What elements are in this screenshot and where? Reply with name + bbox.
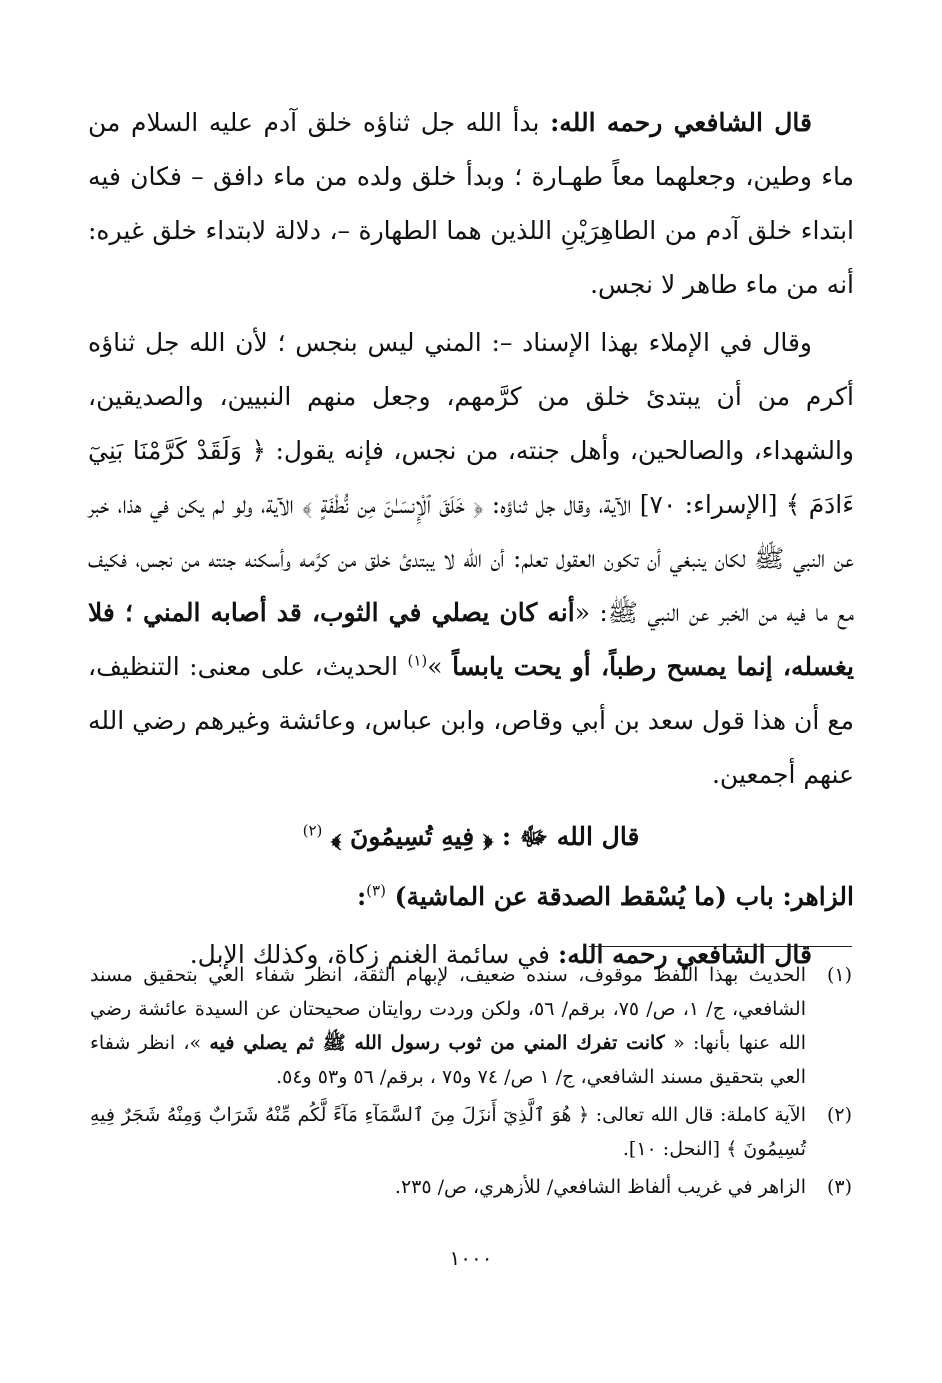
hadith-quote: أنه كان يصلي في الثوب، قد أصابه المني ؛ فلا يغسله، إنما يمسح رطباً، أو يحت يابساً: [88, 598, 854, 681]
footnote-bold-quote: كانت تفرك المني من ثوب رسول الله ﷺ ثم يصلي فيه: [209, 1032, 665, 1054]
paragraph-3-lead: قال الشافعي رحمه الله:: [557, 940, 812, 969]
paragraph-1-text: بدأ الله جل ثناؤه خلق آدم عليه السلام من ماء وطين، وجعلهما معاً طهـارة ؛ وبدأ خلق ولده من ماء دافق – فكان فيه ابتداء خلق آدم من الطاهِرَيْنِ اللذين هما الطهارة –، دلالة لابتداء خلق غيره: أنه من ماء طاهر لا نجس.: [88, 108, 854, 299]
verse-heading-verse: ﴿ فِيهِ تُسِيمُونَ ﴾: [322, 822, 502, 851]
footnote-number: (٢): [826, 1104, 852, 1126]
footnote-text-tail: »، انظر شفاء العي بتحقيق مسند الشافعي، ج/ ١ ص/ ٧٤ و٧٥ ، برقم/ ٥٦ و٥٣ و٥٤.: [90, 1032, 806, 1088]
paragraph-1: [88, 96, 854, 312]
footnotes: [90, 958, 852, 1208]
page-number: ١٠٠٠: [449, 1246, 493, 1270]
verse-heading: [88, 810, 854, 864]
main-text: [88, 96, 854, 982]
footnote-ref-2: (٢): [302, 821, 323, 840]
footnote-number: (١): [826, 964, 852, 986]
footnote-1: [90, 958, 852, 1094]
paragraph-1-lead: قال الشافعي رحمه الله:: [550, 108, 812, 137]
paragraph-2-tail: الحديث، على معنى: التنظيف، مع أن هذا قول سعد بن أبي وقاص، وابن عباس، وعائشة وغيرهم رضي الله عنهم أجمعين.: [87, 652, 854, 789]
footnote-ref-3: (٣): [366, 881, 386, 900]
footnote-ref-1: (١): [407, 651, 428, 670]
footnote-3: [90, 1170, 852, 1204]
paragraph-3-text: في سائمة الغنم زكاة، وكذلك الإبل.: [189, 940, 558, 969]
footnote-text: الزاهر في غريب ألفاظ الشافعي/ للأزهري، ص/ ٢٣٥.: [394, 1176, 806, 1198]
verse-heading-lead: قال الله ﷻ :: [501, 822, 640, 851]
paragraph-2-text: وقال في الإملاء بهذا الإسناد –: المني ليس بنجس ؛ لأن الله جل ثناؤه أكرم من أن يبتدئ خلق من كرَّمهم، وجعل منهم النبيين، والصديقين، والشهداء، والصالحين، وأهل جنته، من نجس، فإنه يقول: ﴿ وَلَقَدْ كَرَّمْنَا بَنِيٓ ءَادَمَ ﴾ [الإسراء: ٧٠] الآية، وقال جل ثناؤه: ﴿ خَلَقَ ٱلْإِنسَـٰنَ مِن نُّطْفَةٍ ﴾ الآية، ولو لم يكن في هذا، خبر عن النبي ﷺ لكان ينبغي أن تكون العقول تعلم: أن الله لا يبتدئ خلق من كرَّمه وأسكنه جنته من نجس، فكيف مع ما فيه من الخبر عن النبي ﷺ: «: [88, 328, 855, 627]
zahir-heading-text: الزاهر: باب (ما يُسْقط الصدقة عن الماشية): [385, 882, 854, 911]
footnote-text-part: الحديث بهذا اللفظ موقوف، سنده ضعيف، لإبهام الثقة، انظر شفاء العي بتحقيق مسند الشافعي، ج/ ١، ص/ ٧٥، برقم/ ٥٦، ولكن وردت روايتان صحيحتان عن السيدة عائشة رضي الله عنها بأنها: «: [90, 964, 806, 1054]
footnote-text: [90, 958, 806, 1094]
zahir-heading-colon: :: [356, 882, 367, 911]
paragraph-2: [88, 316, 854, 802]
footnote-number: (٣): [826, 1176, 852, 1198]
quote-close: »: [427, 652, 453, 681]
zahir-heading: [88, 870, 854, 924]
footnote-text: الآية كاملة: قال الله تعالى: ﴿ هُوَ ٱلَّذِيٓ أَنزَلَ مِنَ ٱلسَّمَآءِ مَآءً لَّكُم مِّنْهُ شَرَابٌ وَمِنْهُ شَجَرٌ فِيهِ تُسِيمُونَ ﴾ [النحل: ١٠].: [90, 1104, 806, 1160]
footnote-divider: [589, 946, 852, 947]
footnote-2: [90, 1098, 852, 1166]
